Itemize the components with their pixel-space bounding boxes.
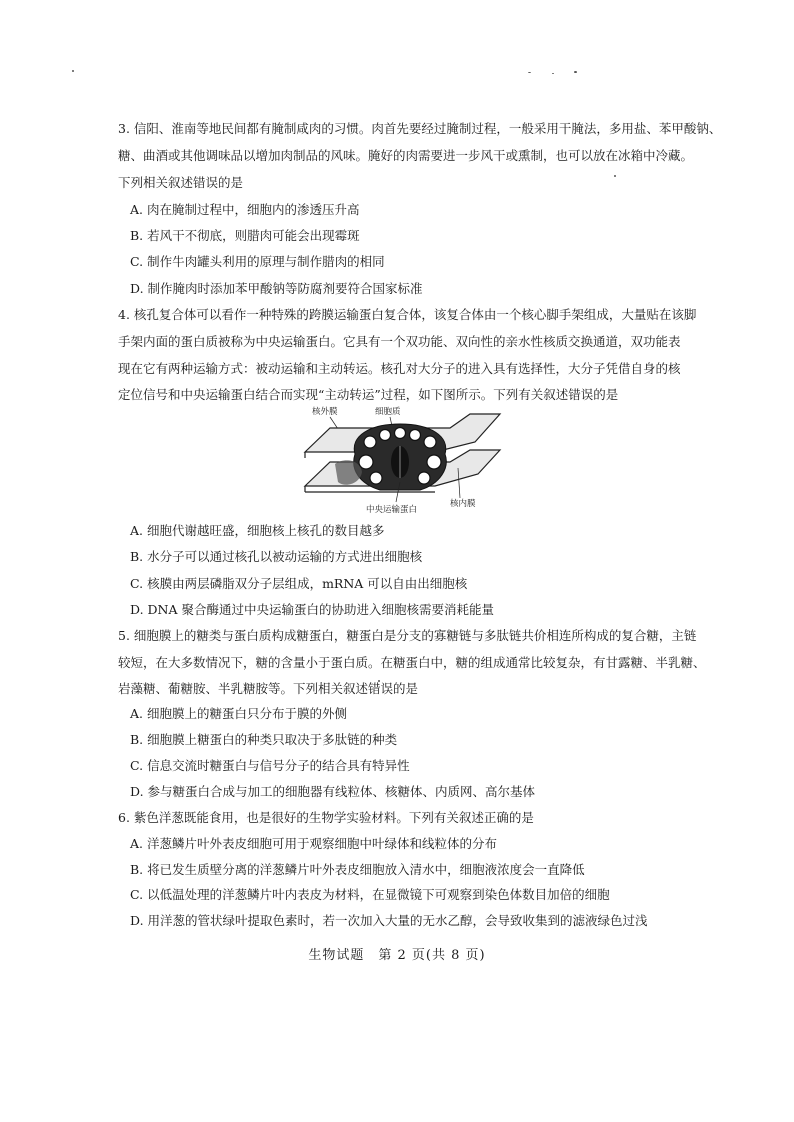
figure-label-cytoplasm: 细胞质	[375, 407, 401, 417]
scan-speck	[574, 71, 577, 73]
q5-option-c: C. 信息交流时糖蛋白与信号分子的结合具有特异性	[130, 758, 410, 773]
q6-option-c: C. 以低温处理的洋葱鳞片叶内表皮为材料，在显微镜下可观察到染色体数目加倍的细胞	[130, 887, 610, 902]
q6-option-a: A. 洋葱鳞片叶外表皮细胞可用于观察细胞中叶绿体和线粒体的分布	[130, 836, 497, 851]
q4-option-b: B. 水分子可以通过核孔以被动运输的方式进出细胞核	[130, 549, 423, 564]
figure-label-outer-membrane: 核外膜	[312, 407, 338, 417]
q3-option-d: D. 制作腌肉时添加苯甲酸钠等防腐剂要符合国家标准	[130, 281, 423, 296]
q3-stem-line-3: 下列相关叙述错误的是	[118, 175, 244, 190]
q4-stem-line-4: 定位信号和中央运输蛋白结合而实现“主动转运”过程，如下图所示。下列有关叙述错误的是	[118, 387, 619, 402]
q4-option-d: D. DNA 聚合酶通过中央运输蛋白的协助进入细胞核需要消耗能量	[130, 602, 494, 617]
scan-speck	[528, 72, 531, 73]
q5-option-b: B. 细胞膜上糖蛋白的种类只取决于多肽链的种类	[130, 732, 398, 747]
figure-label-central-transporter: 中央运输蛋白	[366, 505, 418, 515]
q4-option-a: A. 细胞代谢越旺盛，细胞核上核孔的数目越多	[130, 523, 385, 538]
page-footer: 生物试题 第 2 页(共 8 页)	[308, 948, 486, 963]
q4-stem-line-1: 4. 核孔复合体可以看作一种特殊的跨膜运输蛋白复合体，该复合体由一个核心脚手架组成，大量贴在该脚	[118, 307, 697, 322]
q5-option-a: A. 细胞膜上的糖蛋白只分布于膜的外侧	[130, 706, 347, 721]
q5-stem-line-1: 5. 细胞膜上的糖类与蛋白质构成糖蛋白，糖蛋白是分支的寡糖链与多肽链共价相连所构成的复合糖，主链	[118, 628, 697, 643]
q5-stem-line-3: 岩藻糖、葡糖胺、半乳糖胺等。下列相关叙述错误的是	[118, 681, 419, 696]
figure-label-inner-membrane: 核内膜	[450, 499, 476, 509]
q6-stem-line-1: 6. 紫色洋葱既能食用，也是很好的生物学实验材料。下列有关叙述正确的是	[118, 810, 534, 825]
q3-option-a: A. 肉在腌制过程中，细胞内的渗透压升高	[130, 202, 360, 217]
q6-option-b: B. 将已发生质壁分离的洋葱鳞片叶外表皮细胞放入清水中，细胞液浓度会一直降低	[130, 862, 585, 877]
q3-option-b: B. 若风干不彻底，则腊肉可能会出现霉斑	[130, 228, 360, 243]
scan-speck	[72, 70, 74, 72]
q5-option-d: D. 参与糖蛋白合成与加工的细胞器有线粒体、核糖体、内质网、高尔基体	[130, 784, 536, 799]
nuclear-pore-figure	[300, 402, 510, 520]
scan-speck	[552, 73, 554, 74]
q4-option-c: C. 核膜由两层磷脂双分子层组成，mRNA 可以自由出细胞核	[130, 576, 468, 591]
q3-stem-line-2: 糖、曲酒或其他调味品以增加肉制品的风味。腌好的肉需要进一步风干或熏制，也可以放在冰箱中冷藏。	[118, 148, 694, 163]
q5-stem-line-2: 较短，在大多数情况下，糖的含量小于蛋白质。在糖蛋白中，糖的组成通常比较复杂，有甘露糖、半乳糖、	[118, 655, 706, 670]
q3-stem-line-1: 3. 信阳、淮南等地民间都有腌制咸肉的习惯。肉首先要经过腌制过程，一般采用干腌法，多用盐、苯甲酸钠、	[118, 121, 722, 136]
q6-option-d: D. 用洋葱的管状绿叶提取色素时，若一次加入大量的无水乙醇，会导致收集到的滤液绿色过浅	[130, 913, 648, 928]
q4-stem-line-2: 手架内面的蛋白质被称为中央运输蛋白。它具有一个双功能、双向性的亲水性核质交换通道，双功能表	[118, 334, 681, 349]
q4-stem-line-3: 现在它有两种运输方式：被动运输和主动转运。核孔对大分子的进入具有选择性，大分子凭借自身的核	[118, 361, 681, 376]
q3-option-c: C. 制作牛肉罐头利用的原理与制作腊肉的相同	[130, 254, 385, 269]
